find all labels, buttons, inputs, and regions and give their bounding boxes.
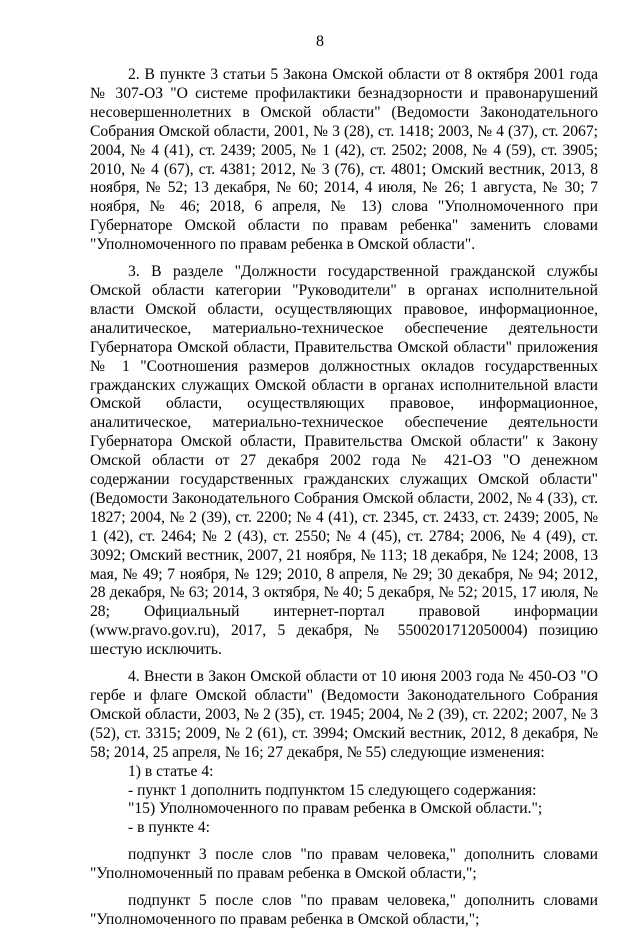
document-body [90, 66, 598, 930]
page-number: 8 [316, 33, 324, 50]
subitem-subpoint-5: подпункт 5 после слов "по правам человека," дополнить словами "Уполномоченного по правам ребенка в Омской области,"; [90, 892, 598, 928]
subitem-point-1: - пункт 1 дополнить подпунктом 15 следующего содержания: [128, 781, 537, 799]
paragraph-item-3: 3. В разделе "Должности государственной гражданской службы Омской области категории "Руководители" в органах исполнительной власти Омской области, осуществляющих правовое, информационное, аналитическое, материально-техническое обеспечение деятельности Губернатора Омской области, Правительства Омской области" приложения № 1 "Соотношения размеров должностных окладов государственных гражданских служащих Омской области в органах исполнительной власти Омской области, осуществляющих правовое, информационное, аналитическое, материально-техническое обеспечение деятельности Губернатора Омской области, Правительства Омской области" к Закону Омской области от 27 декабря 2002 года № 421-ОЗ "О денежном содержании государственных гражданских служащих Омской области" (Ведомости Законодательного Собрания Омской области, 2002, № 4 (33), ст. 1827; 2004, № 2 (39), ст. 2200; № 4 (41), ст. 2345, ст. 2433, ст. 2439; 2005, № 1 (42), ст. 2464; № 2 (43), ст. 2550; № 4 (45), ст. 2784; 2006, № 4 (49), ст. 3092; Омский вестник, 2007, 21 ноября, № 113; 18 декабря, № 124; 2008, 13 мая, № 49; 7 ноября, № 129; 2010, 8 апреля, № 29; 30 декабря, № 94; 2012, 28 декабря, № 63; 2014, 3 октября, № 40; 5 декабря, № 52; 2015, 17 июля, № 28; Официальный интернет-портал правовой информации (www.pravo.gov.ru), 2017, 5 декабря, № 5500201712050004) позицию шестую исключить. [90, 263, 598, 659]
subitem-subpoint-3: подпункт 3 после слов "по правам человека," дополнить словами "Уполномоченный по правам ребенка в Омской области,"; [90, 846, 598, 883]
subitem-point-4: - в пункте 4: [128, 819, 210, 837]
paragraph-item-4: 4. Внести в Закон Омской области от 10 июня 2003 года № 450-ОЗ "О гербе и флаге Омской области" (Ведомости Законодательного Собрания Омской области, 2003, № 2 (35), ст. 1945; 2004, № 2 (39), ст. 2202; 2007, № 3 (52), ст. 3315; 2009, № 2 (61), ст. 3994; Омский вестник, 2012, 8 декабря, № 58; 2014, 25 апреля, № 16; 27 декабря, № 55) следующие изменения: [90, 668, 598, 761]
subitem-point-15-text: "15) Уполномоченного по правам ребенка в Омской области."; [128, 800, 543, 818]
subitem-article-4: 1) в статье 4: [128, 762, 214, 780]
paragraph-item-2: 2. В пункте 3 статьи 5 Закона Омской области от 8 октября 2001 года № 307-ОЗ "О системе профилактики безнадзорности и правонарушений несовершеннолетних в Омской области" (Ведомости Законодательного Собрания Омской области, 2001, № 3 (28), ст. 1418; 2003, № 4 (37), ст. 2067; 2004, № 4 (41), ст. 2439; 2005, № 1 (42), ст. 2502; 2008, № 4 (59), ст. 3905; 2010, № 4 (67), ст. 4381; 2012, № 3 (76), ст. 4801; Омский вестник, 2013, 8 ноября, № 52; 13 декабря, № 60; 2014, 4 июля, № 26; 1 августа, № 30; 7 ноября, № 46; 2018, 6 апреля, № 13) слова "Уполномоченного при Губернаторе Омской области по правам ребенка" заменить словами "Уполномоченного по правам ребенка в Омской области". [90, 66, 598, 254]
